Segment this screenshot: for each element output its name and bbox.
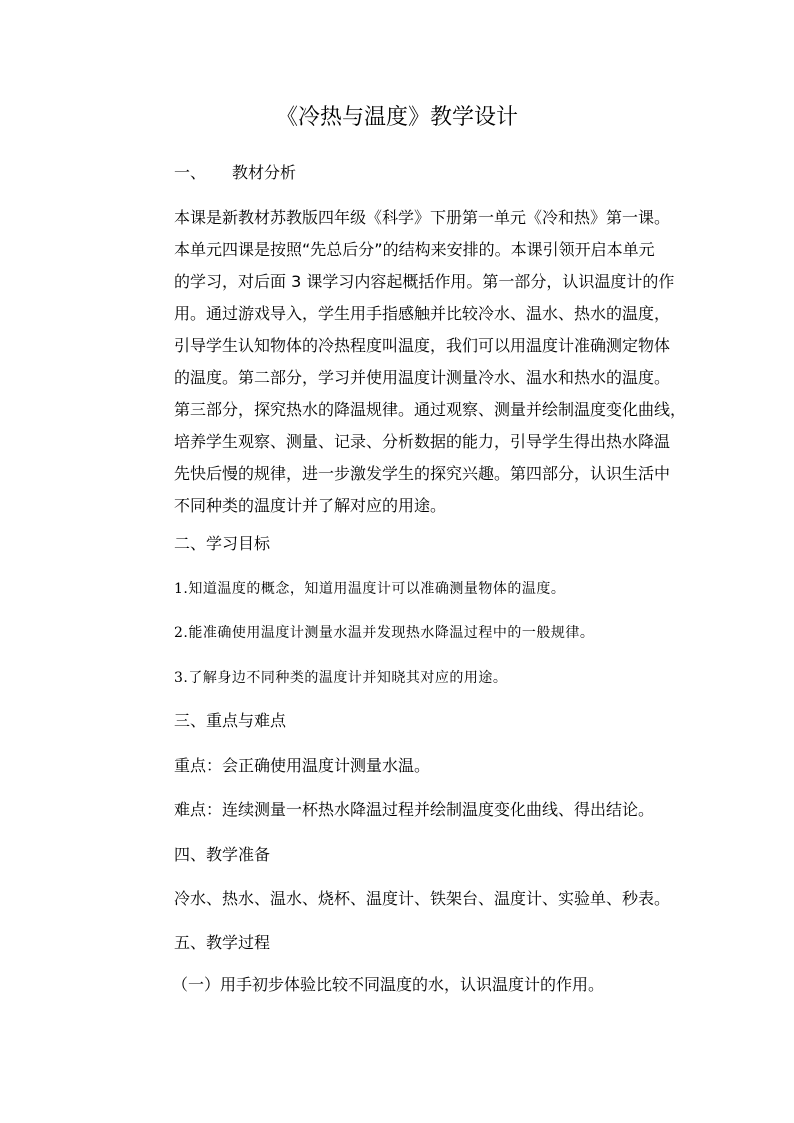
paragraph-line: 引导学生认知物体的冷热程度叫温度，我们可以用温度计准确测定物体 [174, 336, 671, 355]
paragraph-line: 本单元四课是按照“先总后分”的结构来安排的。本课引领开启本单元 [174, 240, 655, 259]
materials-list: 冷水、热水、温水、烧杯、温度计、铁架台、温度计、实验单、秒表。 [174, 889, 671, 908]
paragraph-line: 培养学生观察、测量、记录、分析数据的能力，引导学生得出热水降温 [174, 432, 671, 451]
difficulty-point: 难点：连续测量一杯热水降温过程并绘制温度变化曲线、得出结论。 [174, 800, 655, 819]
paragraph-line: 先快后慢的规律，进一步激发学生的探究兴趣。第四部分，认识生活中 [174, 464, 671, 483]
section1-title: 教材分析 [232, 163, 297, 182]
goal-item-1: 1.知道温度的概念，知道用温度计可以准确测量物体的温度。 [174, 581, 566, 597]
section1-number: 一、 [174, 163, 207, 182]
section5-subheading: （一）用手初步体验比较不同温度的水，认识温度计的作用。 [172, 975, 605, 994]
paragraph-line: 的温度。第二部分，学习并使用温度计测量冷水、温水和热水的温度。 [174, 368, 671, 387]
paragraph-line: 不同种类的温度计并了解对应的用途。 [174, 496, 447, 515]
section4-heading: 四、教学准备 [174, 845, 271, 864]
section5-heading: 五、教学过程 [174, 933, 271, 952]
paragraph-line: 本课是新教材苏教版四年级《科学》下册第一单元《冷和热》第一课。 [174, 208, 671, 227]
section1-paragraph [174, 202, 687, 522]
paragraph-line: 第三部分，探究热水的降温规律。通过观察、测量并绘制温度变化曲线， [174, 400, 687, 419]
document-title: 《冷热与温度》教学设计 [275, 105, 518, 130]
goal-item-3: 3.了解身边不同种类的温度计并知晓其对应的用途。 [174, 670, 508, 686]
section3-heading: 三、重点与难点 [174, 711, 287, 730]
paragraph-line: 用。通过游戏导入，学生用手指感触并比较冷水、温水、热水的温度， [174, 304, 671, 323]
section1-heading [174, 160, 296, 186]
section2-heading: 二、学习目标 [174, 534, 271, 553]
goal-item-2: 2.能准确使用温度计测量水温并发现热水降温过程中的一般规律。 [174, 625, 595, 641]
key-point: 重点：会正确使用温度计测量水温。 [174, 756, 431, 775]
paragraph-line: 的学习，对后面 3 课学习内容起概括作用。第一部分，认识温度计的作 [174, 272, 675, 291]
